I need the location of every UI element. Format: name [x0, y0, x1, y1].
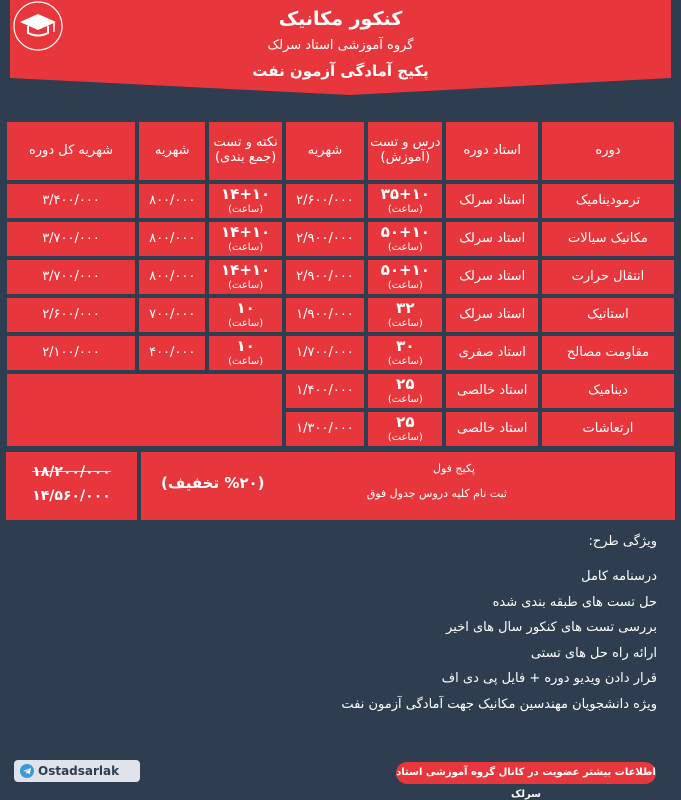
course-name: ارتعاشات [542, 412, 674, 446]
header-course: دوره [542, 122, 674, 180]
lesson-fee: ۲/۹۰۰/۰۰۰ [286, 222, 364, 256]
course-name: مقاومت مصالح [542, 336, 674, 370]
lesson-hours: ۳۰ (ساعت) [368, 336, 442, 370]
lesson-hours: ۲۵ (ساعت) [368, 412, 442, 446]
total-fee: ۲/۶۰۰/۰۰۰ [7, 298, 135, 332]
total-fee: ۳/۷۰۰/۰۰۰ [7, 222, 135, 256]
full-package-box [6, 452, 675, 520]
telegram-icon [20, 764, 34, 778]
teacher-name: استاد صفری [446, 336, 537, 370]
features-title: ویژگی طرح: [588, 534, 657, 549]
new-price: ۱۴/۵۶۰/۰۰۰ [32, 488, 111, 504]
list-item: ارائه راه حل های تستی [530, 645, 657, 661]
list-item: حل تست های طبقه بندی شده [492, 594, 657, 610]
lesson-fee: ۲/۶۰۰/۰۰۰ [286, 184, 364, 218]
total-fee: ۳/۷۰۰/۰۰۰ [7, 260, 135, 294]
table-row [7, 222, 674, 256]
package-heading: پکیج آمادگی آزمون نفت [252, 62, 429, 80]
table-header-row [7, 122, 674, 180]
course-table [3, 118, 678, 450]
empty-merged-cell [7, 374, 282, 446]
channel-info-banner[interactable]: اطلاعات بیشتر عضویت در کانال گروه آموزشی استاد سرلک [396, 762, 656, 784]
package-discount: (%۲۰ تخفیف) [161, 474, 265, 492]
teacher-name: استاد سرلک [446, 298, 537, 332]
lesson-hours: ۵۰+۱۰ (ساعت) [368, 222, 442, 256]
brand-title: کنکور مکانیک [278, 8, 403, 30]
header-fee-review: شهریه [139, 122, 205, 180]
course-name: مکانیک سیالات [542, 222, 674, 256]
channel-name: Ostadsarlak [38, 764, 120, 778]
table-row [7, 260, 674, 294]
lesson-fee: ۱/۳۰۰/۰۰۰ [286, 412, 364, 446]
teacher-name: استاد سرلک [446, 222, 537, 256]
review-fee: ۸۰۰/۰۰۰ [139, 222, 205, 256]
review-fee: ۷۰۰/۰۰۰ [139, 298, 205, 332]
teacher-name: استاد سرلک [446, 260, 537, 294]
review-hours: ۱۴+۱۰ (ساعت) [209, 184, 281, 218]
lesson-hours: ۲۵ (ساعت) [368, 374, 442, 408]
lesson-fee: ۱/۷۰۰/۰۰۰ [286, 336, 364, 370]
table-row [7, 184, 674, 218]
lesson-fee: ۱/۴۰۰/۰۰۰ [286, 374, 364, 408]
review-hours: ۱۰ (ساعت) [209, 336, 281, 370]
old-price: ۱۸/۲۰۰/۰۰۰ [32, 464, 111, 480]
header-total: شهریه کل دوره [7, 122, 135, 180]
features-section [341, 534, 657, 722]
teacher-name: استاد خالصی [446, 374, 537, 408]
course-name: انتقال حرارت [542, 260, 674, 294]
list-item: ویژه دانشجویان مهندسین مکانیک جهت آمادگی آزمون نفت [341, 696, 657, 712]
telegram-channel-badge[interactable] [14, 760, 140, 782]
features-list [341, 569, 657, 722]
list-item: درسنامه کامل [581, 569, 657, 584]
lesson-fee: ۲/۹۰۰/۰۰۰ [286, 260, 364, 294]
review-fee: ۸۰۰/۰۰۰ [139, 260, 205, 294]
review-hours: ۱۴+۱۰ (ساعت) [209, 260, 281, 294]
header-review: نکته و تست (جمع بندی) [209, 122, 281, 180]
list-item: قرار دادن ویدیو دوره + فایل پی دی اف [441, 671, 657, 686]
course-name: ترمودینامیک [542, 184, 674, 218]
package-details [141, 452, 675, 520]
review-fee: ۸۰۰/۰۰۰ [139, 184, 205, 218]
review-fee: ۴۰۰/۰۰۰ [139, 336, 205, 370]
package-title: پکیج فول [433, 462, 475, 475]
total-fee: ۳/۴۰۰/۰۰۰ [7, 184, 135, 218]
lesson-fee: ۱/۹۰۰/۰۰۰ [286, 298, 364, 332]
teacher-name: استاد خالصی [446, 412, 537, 446]
course-name: دینامیک [542, 374, 674, 408]
list-item: بررسی تست های کنکور سال های اخیر [446, 620, 657, 635]
header-lesson: درس و تست (آموزش) [368, 122, 442, 180]
header-teacher: استاد دوره [446, 122, 537, 180]
table-row [7, 298, 674, 332]
total-fee: ۲/۱۰۰/۰۰۰ [7, 336, 135, 370]
lesson-hours: ۳۵+۱۰ (ساعت) [368, 184, 442, 218]
review-hours: ۱۰ (ساعت) [209, 298, 281, 332]
lesson-hours: ۵۰+۱۰ (ساعت) [368, 260, 442, 294]
review-hours: ۱۴+۱۰ (ساعت) [209, 222, 281, 256]
package-description: ثبت نام کلیه دروس جدول فوق [366, 487, 507, 500]
lesson-hours: ۳۲ (ساعت) [368, 298, 442, 332]
course-name: استاتیک [542, 298, 674, 332]
table-row [7, 336, 674, 370]
table-row [7, 374, 674, 408]
header-fee-lesson: شهریه [286, 122, 364, 180]
group-subtitle: گروه آموزشی استاد سرلک [267, 38, 414, 53]
package-price [6, 452, 137, 520]
teacher-name: استاد سرلک [446, 184, 537, 218]
header-banner [10, 0, 671, 102]
